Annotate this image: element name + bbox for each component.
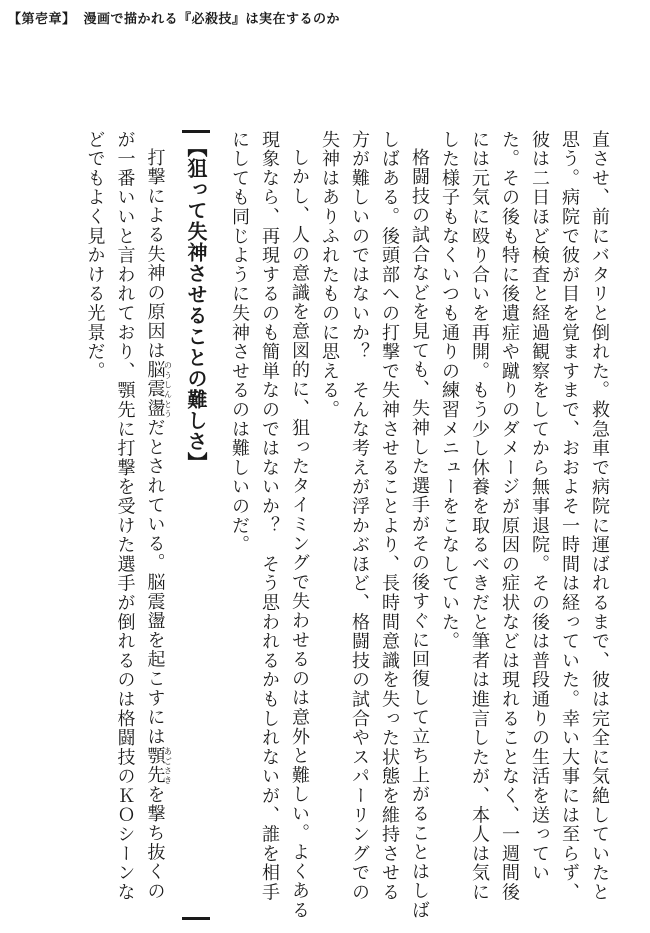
- ruby-base: 顎先: [144, 746, 166, 785]
- text-span: だとされている。脳震盪を起こすには: [144, 418, 166, 747]
- ruby-reading: あごさき: [163, 746, 173, 785]
- ruby-word: [144, 746, 173, 785]
- text-span: を撃ち抜くのが一番いいと言われており、顎先に打撃を受けた選手が倒れるのは格闘技のＫＯシーンなどでもよく見かける光景だ。: [84, 130, 166, 902]
- ruby-word: [144, 360, 173, 419]
- section-heading: 【狙って失神させることの難しさ】: [182, 130, 210, 920]
- ruby-base: 脳震盪: [144, 360, 166, 419]
- running-head: [8, 8, 340, 27]
- paragraph: 格闘技の試合などを見ても、失神した選手がその後すぐに回復して立ち上がることはしばしばある。後頭部への打撃で失神させることより、長時間意識を失った状態を維持させる方が難しいのではないか？ そんな考えが浮かぶほど、格闘技の試合やスパーリングでの失神はありふれたものに思える。: [319, 130, 430, 920]
- section-paragraph: [80, 130, 173, 920]
- chapter-title: 漫画で描かれる『必殺技』は実在するのか: [83, 12, 341, 27]
- chapter-label: 【第壱章】: [8, 12, 76, 27]
- paragraph: しかし、人の意識を意図的に、狙ったタイミングで失わせるのは意外と難しい。よくある現象なら、再現するのも簡単なのではないか？ そう思われるかもしれないが、誰を相手にしても同じように失神させるのは難しいのだ。: [229, 130, 310, 920]
- body-text: [14, 130, 614, 920]
- ruby-reading: のうしんとう: [163, 360, 173, 419]
- paragraph: 直させ、前にバタリと倒れた。救急車で病院に運ばれるまで、彼は完全に気絶していたと思う。病院で彼が目を覚ますまで、おおよそ一時間は経っていた。幸い大事には至らず、彼は二日ほど検査と経過観察をしてから無事退院。その後は普段通りの生活を送っていた。その後も特に後遺症や蹴りのダメージが原因の症状などは現れることなく、一週間後には元気に殴り合いを再開。もう少し休養を取るべきだと筆者は進言したが、本人は気にした様子もなくいつも通りの練習メニューをこなしていた。: [439, 130, 610, 902]
- text-span: 打撃による失神の原因は: [144, 148, 166, 361]
